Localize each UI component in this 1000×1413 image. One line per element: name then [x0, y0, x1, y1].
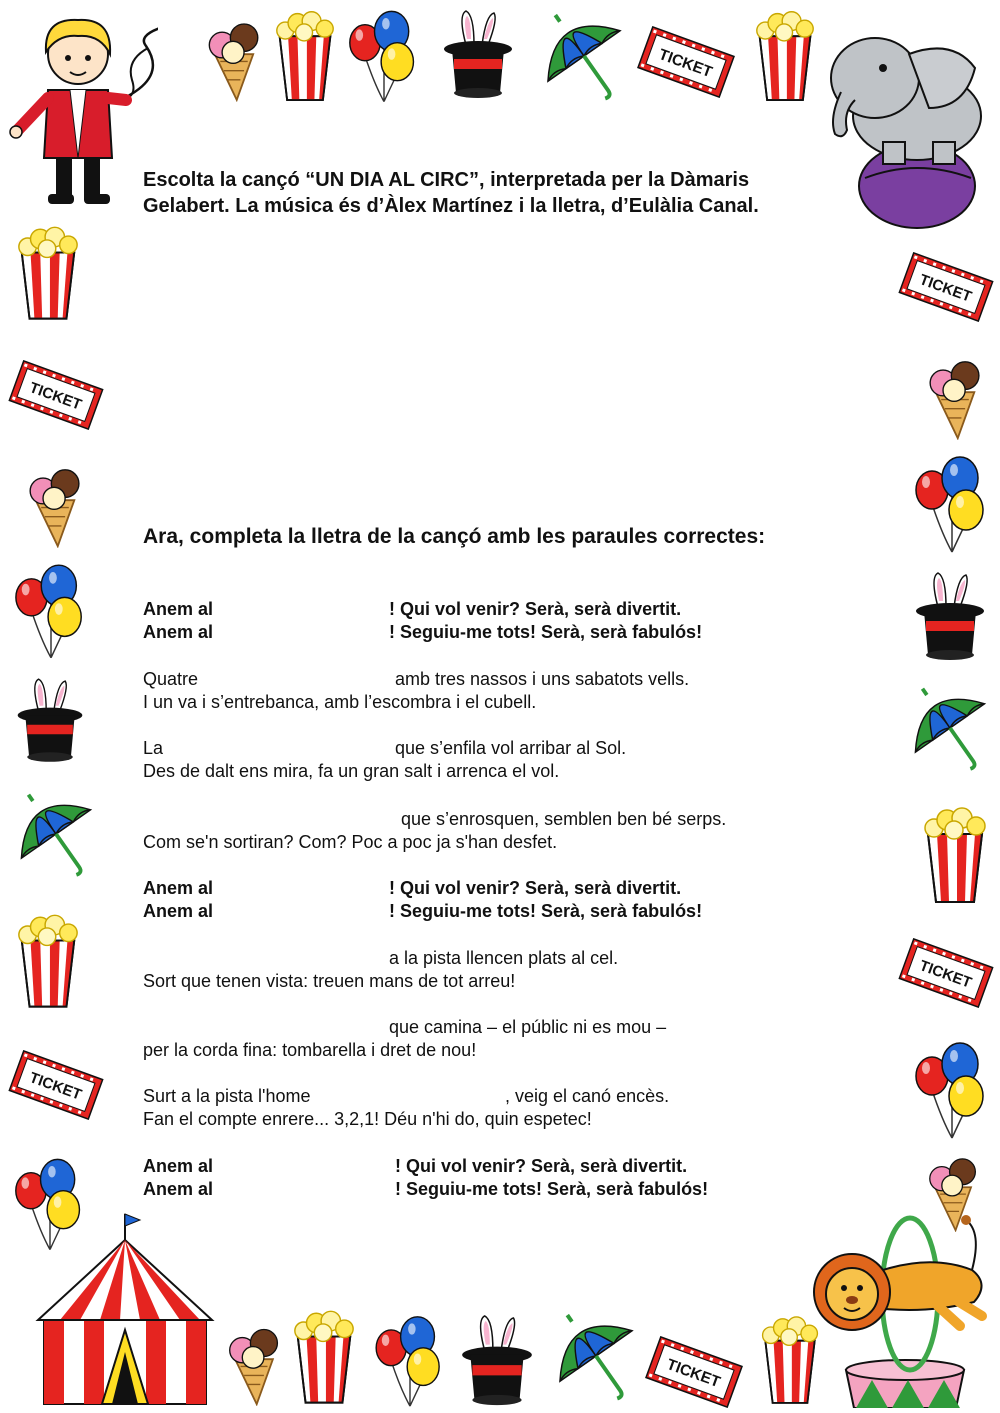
- blank-verse3[interactable]: [143, 806, 395, 830]
- blank-verse2[interactable]: [172, 735, 390, 759]
- ice-cream-icon: [22, 456, 88, 548]
- blank-verse6[interactable]: [334, 1083, 502, 1107]
- ice-cream-icon: [222, 1316, 286, 1406]
- verse4-line2: Sort que tenen vista: treuen mans de tot arreu!: [143, 971, 516, 991]
- verse3-line2: Com se'n sortiran? Com? Poc a poc ja s'han desfet.: [143, 832, 558, 852]
- ice-cream-icon: [922, 348, 988, 440]
- ringmaster-icon: [8, 8, 158, 213]
- popcorn-icon: [272, 8, 338, 102]
- popcorn-icon: [14, 222, 82, 322]
- umbrella-icon: [534, 6, 634, 106]
- ice-cream-icon: [202, 10, 266, 102]
- chorus1-line2-start: Anem al: [143, 622, 214, 642]
- circus-tent-icon: [30, 1212, 220, 1408]
- verse1-line1-start: Quatre: [143, 669, 199, 689]
- magic-hat-icon: [438, 8, 518, 100]
- blank-chorus1-line2[interactable]: [226, 619, 386, 643]
- verse5-line1-end: que camina – el públic ni es mou –: [389, 1017, 667, 1037]
- popcorn-icon: [752, 8, 818, 102]
- magic-hat-icon: [910, 570, 990, 662]
- balloons-icon: [346, 8, 422, 104]
- verse6-line2: Fan el compte enrere... 3,2,1! Déu n'hi do, quin espetec!: [143, 1109, 592, 1129]
- chorus3-line1-start: Anem al: [143, 1156, 214, 1176]
- umbrella-icon: [8, 784, 104, 884]
- chorus1-line1-start: Anem al: [143, 599, 214, 619]
- verse4-line1-end: a la pista llencen plats al cel.: [389, 948, 619, 968]
- blank-verse4[interactable]: [143, 945, 383, 969]
- verse6-line1-start: Surt a la pista l'home: [143, 1086, 311, 1106]
- blank-chorus2-line2[interactable]: [226, 898, 386, 922]
- verse2-line2: Des de dalt ens mira, fa un gran salt i arrenca el vol.: [143, 761, 560, 781]
- balloons-icon: [12, 562, 90, 660]
- blank-chorus3-line2[interactable]: [226, 1176, 392, 1200]
- popcorn-icon: [920, 804, 990, 904]
- chorus1-line1-end: ! Qui vol venir? Serà, serà divertit.: [389, 599, 682, 619]
- verse1-line2: I un va i s’entrebanca, amb l’escombra i el cubell.: [143, 692, 537, 712]
- umbrella-icon: [546, 1304, 646, 1408]
- blank-verse5[interactable]: [143, 1014, 383, 1038]
- verse2-line1-end: que s’enfila vol arribar al Sol.: [395, 738, 627, 758]
- ticket-icon: [896, 938, 996, 1008]
- ticket-icon: [6, 1050, 106, 1120]
- balloons-icon: [372, 1314, 448, 1408]
- ticket-icon: [6, 360, 106, 430]
- lion-icon: [806, 1212, 996, 1408]
- chorus2-line1-start: Anem al: [143, 878, 214, 898]
- balloons-icon: [912, 1040, 992, 1140]
- intro-line-1: Escolta la cançó “UN DIA AL CIRC”, interpretada per la Dàmaris: [143, 169, 750, 191]
- chorus2-line2-start: Anem al: [143, 901, 214, 921]
- verse6-line1-end: , veig el canó encès.: [505, 1086, 670, 1106]
- verse2-line1-start: La: [143, 738, 164, 758]
- blank-chorus2-line1[interactable]: [226, 875, 386, 899]
- ticket-icon: [642, 1336, 746, 1408]
- intro-line-2: Gelabert. La música és d’Àlex Martínez i la lletra, d’Eulàlia Canal.: [143, 195, 759, 217]
- balloons-icon: [912, 454, 992, 554]
- chorus1-line2-end: ! Seguiu-me tots! Serà, serà fabulós!: [389, 622, 703, 642]
- popcorn-icon: [14, 910, 82, 1010]
- chorus3-line1-end: ! Qui vol venir? Serà, serà divertit.: [395, 1156, 688, 1176]
- magic-hat-icon: [12, 676, 88, 764]
- umbrella-icon: [902, 678, 998, 778]
- chorus2-line2-end: ! Seguiu-me tots! Serà, serà fabulós!: [389, 901, 703, 921]
- verse5-line2: per la corda fina: tombarella i dret de nou!: [143, 1040, 477, 1060]
- elephant-icon: [825, 8, 995, 230]
- popcorn-icon: [290, 1306, 358, 1406]
- blank-verse1[interactable]: [212, 666, 390, 690]
- ticket-icon: [896, 252, 996, 322]
- magic-hat-icon: [456, 1312, 538, 1408]
- verse3-line1-end: que s’enrosquen, semblen ben bé serps.: [401, 809, 727, 829]
- verse1-line1-end: amb tres nassos i uns sabatots vells.: [395, 669, 690, 689]
- chorus3-line2-start: Anem al: [143, 1179, 214, 1199]
- ticket-icon: [634, 26, 738, 98]
- blank-chorus3-line1[interactable]: [226, 1153, 392, 1177]
- chorus2-line1-end: ! Qui vol venir? Serà, serà divertit.: [389, 878, 682, 898]
- chorus3-line2-end: ! Seguiu-me tots! Serà, serà fabulós!: [395, 1179, 709, 1199]
- blank-chorus1-line1[interactable]: [226, 596, 386, 620]
- instruction-heading: Ara, completa la lletra de la cançó amb les paraules correctes:: [143, 525, 766, 548]
